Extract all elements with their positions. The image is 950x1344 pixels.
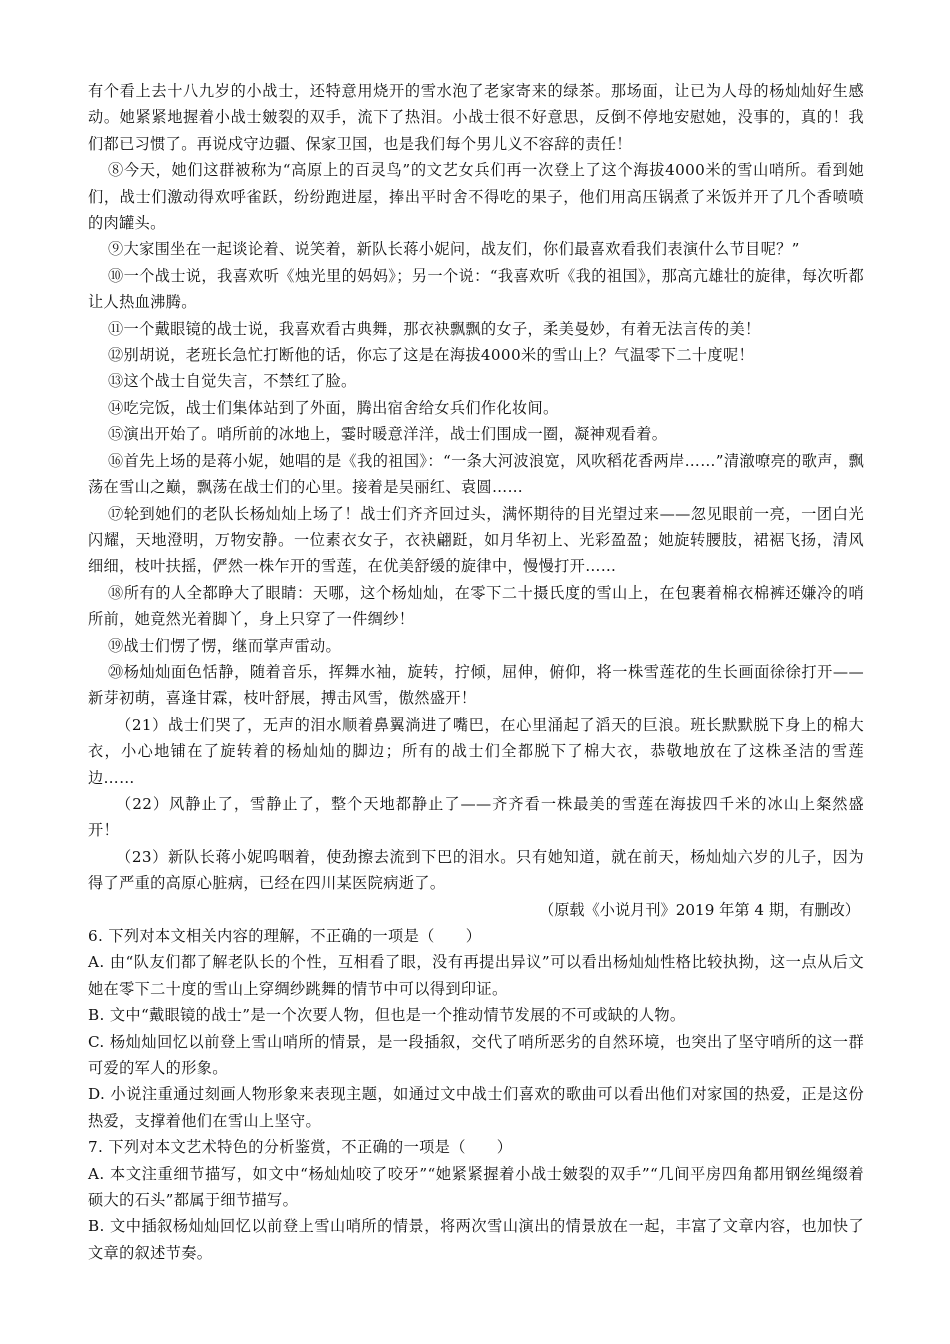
question-6 (88, 923, 864, 1134)
question-7 (88, 1134, 864, 1266)
paragraph-10: ⑩一个战士说，我喜欢听《烛光里的妈妈》；另一个说：“我喜欢听《我的祖国》，那高亢雄壮的旋律，每次听都让人热血沸腾。 (88, 266, 864, 312)
paragraph-13: ⑬这个战士自觉失言，不禁红了脸。 (108, 372, 357, 391)
question-6-option-b: B. 文中“戴眼镜的战士”是一个次要人物，但也是一个推动情节发展的不可或缺的人物。 (88, 1006, 686, 1025)
source-citation: （原载《小说月刊》2019 年第 4 期，有删改） (539, 900, 860, 919)
paragraph-18: ⑱所有的人全都睁大了眼睛：天哪，这个杨灿灿，在零下二十摄氏度的雪山上，在包裹着棉衣棉裤还嫌冷的哨所前，她竟然光着脚丫，身上只穿了一件绸纱！ (88, 583, 864, 629)
question-7-option-b: B. 文中插叙杨灿灿回忆以前登上雪山哨所的情景，将两次雪山演出的情景放在一起，丰富了文章内容，也加快了文章的叙述节奏。 (88, 1217, 864, 1262)
question-6-option-a: A. 由“队友们都了解老队长的个性，互相看了眼，没有再提出异议”可以看出杨灿灿性格比较执拗，这一点从后文她在零下二十度的雪山上穿绸纱跳舞的情节中可以得到印证。 (88, 953, 864, 998)
paragraph-7-continued: 有个看上去十八九岁的小战士，还特意用烧开的雪水泡了老家寄来的绿茶。那场面，让已为人母的杨灿灿好生感动。她紧紧地握着小战士皴裂的双手，流下了热泪。小战士很不好意思，反倒不停地安慰她，没事的，真的！我们都已习惯了。再说戍守边疆、保家卫国，也是我们每个男儿义不容辞的责任！ (88, 82, 864, 153)
paragraph-12: ⑫别胡说，老班长急忙打断他的话，你忘了这是在海拔4000米的雪山上？气温零下二十度呢！ (108, 346, 755, 365)
question-7-stem: 7. 下列对本文艺术特色的分析鉴赏，不正确的一项是（ ） (88, 1138, 513, 1157)
paragraph-21: （21）战士们哭了，无声的泪水顺着鼻翼淌进了嘴巴，在心里涌起了滔天的巨浪。班长默默脱下身上的棉大衣，小心地铺在了旋转着的杨灿灿的脚边；所有的战士们全都脱下了棉大衣，恭敬地放在了这株圣洁的雪莲边…… (88, 715, 864, 787)
question-6-option-c: C. 杨灿灿回忆以前登上雪山哨所的情景，是一段插叙，交代了哨所恶劣的自然环境，也突出了坚守哨所的这一群可爱的军人的形象。 (88, 1032, 864, 1078)
paragraph-20: ⑳杨灿灿面色恬静，随着音乐，挥舞水袖，旋转，拧倾，屈伸，俯仰，将一株雪莲花的生长画面徐徐打开——新芽初萌，喜逢甘霖，枝叶舒展，搏击风雪，傲然盛开！ (88, 662, 864, 708)
document-page (88, 78, 864, 1266)
question-7-option-a: A. 本文注重细节描写，如文中“杨灿灿咬了咬牙”“她紧紧握着小战士皴裂的双手”“几间平房四角都用钢丝绳缀着硕大的石头”都属于细节描写。 (88, 1164, 864, 1210)
question-6-stem: 6. 下列对本文相关内容的理解，不正确的一项是（ ） (88, 927, 482, 945)
paragraph-9: ⑨大家围坐在一起谈论着、说笑着，新队长蒋小妮问，战友们，你们最喜欢看我们表演什么节目呢？” (108, 240, 800, 259)
paragraph-22: （22）风静止了，雪静止了，整个天地都静止了——齐齐看一株最美的雪莲在海拔四千米的冰山上粲然盛开！ (88, 794, 864, 840)
paragraph-14: ⑭吃完饭，战士们集体站到了外面，腾出宿舍给女兵们作化妆间。 (108, 398, 559, 417)
paragraph-23: （23）新队长蒋小妮呜咽着，使劲擦去流到下巴的泪水。只有她知道，就在前天，杨灿灿六岁的儿子，因为得了严重的高原心脏病，已经在四川某医院病逝了。 (88, 847, 864, 893)
paragraph-15: ⑮演出开始了。哨所前的冰地上，霎时暖意洋洋，战士们围成一圈，凝神观看着。 (108, 425, 668, 444)
paragraph-16: ⑯首先上场的是蒋小妮，她唱的是《我的祖国》：“一条大河波浪宽，风吹稻花香两岸……”清澈嘹亮的歌声，飘荡在雪山之巅，飘荡在战士们的心里。接着是吴丽红、袁圆…… (88, 451, 864, 497)
paragraph-11: ⑪一个戴眼镜的战士说，我喜欢看古典舞，那衣袂飘飘的女子，柔美曼妙，有着无法言传的美！ (108, 319, 761, 338)
paragraph-8: ⑧今天，她们这群被称为“高原上的百灵鸟”的文艺女兵们再一次登上了这个海拔4000米的雪山哨所。看到她们，战士们激动得欢呼雀跃，纷纷跑进屋，捧出平时舍不得吃的果子，他们用高压锅煮了米饭并开了几个香喷喷的肉罐头。 (88, 161, 864, 233)
paragraph-19: ⑲战士们愣了愣，继而掌声雷动。 (108, 636, 342, 655)
story-text (88, 78, 864, 897)
question-6-option-d: D. 小说注重通过刻画人物形象来表现主题，如通过文中战士们喜欢的歌曲可以看出他们对家国的热爱，正是这份热爱，支撑着他们在雪山上坚守。 (88, 1085, 864, 1130)
paragraph-17: ⑰轮到她们的老队长杨灿灿上场了！战士们齐齐回过头，满怀期待的目光望过来——忽见眼前一亮，一团白光闪耀，天地澄明，万物安静。一位素衣女子，衣袂翩跹，如月华初上、光彩盈盈；她旋转腰肢，裙裾飞扬，清风细细，枝叶扶摇，俨然一株乍开的雪莲，在优美舒缓的旋律中，慢慢打开…… (88, 504, 864, 576)
